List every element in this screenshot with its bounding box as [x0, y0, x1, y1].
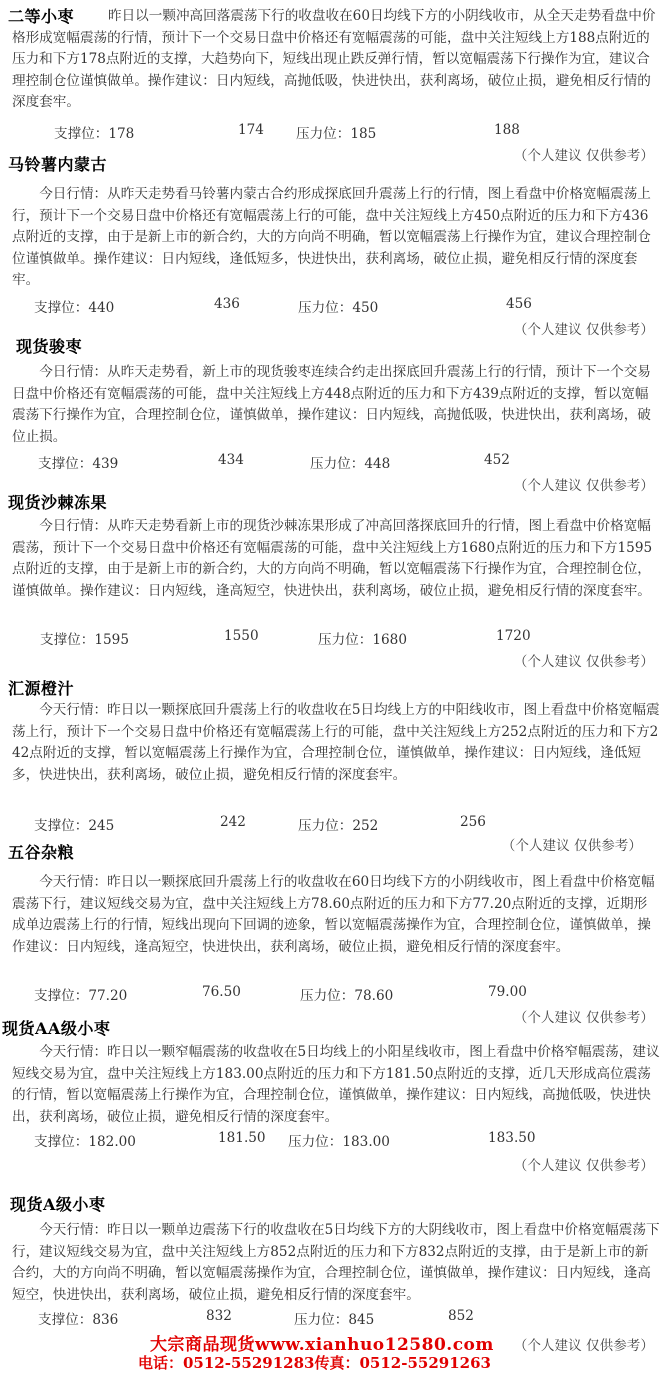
disclaimer-note: （个人建议 仅供参考） — [513, 1010, 654, 1026]
support-level-2: 76.50 — [202, 984, 241, 1000]
pressure-level: 压力位：252 — [298, 818, 379, 834]
section-title: 现货骏枣 — [16, 337, 83, 356]
disclaimer-note: （个人建议 仅供参考） — [513, 478, 654, 494]
contact-footer — [0, 1330, 670, 1374]
pressure-level-2: 188 — [494, 122, 520, 138]
section-erdeng-xiaozao — [0, 4, 670, 164]
disclaimer-note: （个人建议 仅供参考） — [513, 322, 654, 338]
price-levels — [34, 628, 670, 648]
support-level-2: 434 — [218, 452, 244, 468]
section-aa-xiaozao — [0, 1016, 670, 1196]
section-body: 今天行情：昨日以一颗单边震荡下行的收盘收在5日均线下方的大阴线收市，图上看盘中价格宽幅震荡下行，建议短线交易为宜，盘中关注短线上方852点附近的压力和下方832点附近的支撑，由于是新上市的新合约，大的方向尚不明确，暂以宽幅震荡操作为宜，合理控制仓位，谨慎做单，操作建议：日内短线，逢高短空，快进快出，获利离场，破位止损，避免相反行情的深度套牢。 — [12, 1222, 660, 1303]
support-level: 支撑位：182.00 — [34, 1134, 136, 1150]
price-levels — [34, 296, 670, 316]
disclaimer-note: （个人建议 仅供参考） — [513, 654, 654, 670]
pressure-level: 压力位：78.60 — [300, 988, 394, 1004]
support-level-2: 174 — [238, 122, 264, 138]
section-body: 今天行情：昨日以一颗探底回升震荡上行的收盘收在5日均线上方的中阳线收市，图上看盘中价格宽幅震荡上行，预计下一个交易日盘中价格还有宽幅震荡上行的可能，盘中关注短线上方252点附近的压力和下方242点附近的支撑，暂以宽幅震荡上行操作为宜，合理控制仓位，谨慎做单，操作建议：日内短线，逢低短多，快进快出，获利离场，破位止损，避免相反行情的深度套牢。 — [12, 702, 660, 783]
support-level: 支撑位：245 — [34, 818, 115, 834]
section-title: 现货A级小枣 — [10, 1195, 106, 1214]
pressure-level: 压力位：183.00 — [288, 1134, 390, 1150]
section-title: 马铃薯内蒙古 — [8, 155, 108, 174]
section-title: 汇源橙汁 — [8, 679, 75, 698]
support-level-2: 181.50 — [218, 1130, 266, 1146]
section-body: 昨日以一颗冲高回落震荡下行的收盘收在60日均线下方的小阴线收市，从全天走势看盘中价格形成宽幅震荡的行情，预计下一个交易日盘中价格还有宽幅震荡的可能，盘中关注短线上方188点附近的压力和下方178点附近的支撑，大趋势向下，短线出现止跌反弹行情，暂以宽幅震荡下行操作为宜，建议合理控制仓位谨慎做单。操作建议：日内短线，高抛低吸，快进快出，获利离场，破位止损，避免相反行情的深度套牢。 — [12, 8, 656, 111]
price-levels — [34, 814, 670, 834]
support-level: 支撑位：77.20 — [34, 988, 128, 1004]
pressure-level: 压力位：185 — [296, 126, 377, 142]
price-levels — [34, 1308, 670, 1328]
pressure-level: 压力位：450 — [298, 300, 379, 316]
pressure-level-2: 183.50 — [488, 1130, 536, 1146]
pressure-level: 压力位：448 — [310, 456, 391, 472]
section-title: 现货AA级小枣 — [2, 1019, 111, 1038]
support-level-2: 1550 — [224, 628, 259, 644]
section-potato-inner-mongolia — [0, 150, 670, 338]
pressure-level: 压力位：845 — [294, 1312, 375, 1328]
pressure-level-2: 256 — [460, 814, 486, 830]
section-seabuckthorn — [0, 490, 670, 676]
phone-fax-banner: 电话：0512-55291283传真：0512-55291263 — [138, 1354, 491, 1372]
section-title: 现货沙棘冻果 — [8, 493, 108, 512]
disclaimer-note: （个人建议 仅供参考） — [513, 1338, 654, 1354]
pressure-level-2: 852 — [448, 1308, 474, 1324]
section-junzao — [0, 334, 670, 496]
price-levels — [34, 1130, 670, 1150]
support-level: 支撑位：1595 — [40, 632, 129, 648]
support-level: 支撑位：836 — [38, 1312, 119, 1328]
support-level-2: 832 — [206, 1308, 232, 1324]
disclaimer-note: （个人建议 仅供参考） — [501, 838, 642, 854]
disclaimer-note: （个人建议 仅供参考） — [513, 1158, 654, 1174]
section-a-xiaozao — [0, 1192, 670, 1330]
support-level-2: 242 — [220, 814, 246, 830]
price-levels — [34, 452, 670, 472]
pressure-level: 压力位：1680 — [318, 632, 407, 648]
website-banner: 大宗商品现货www.xianhuo12580.com — [150, 1335, 494, 1355]
section-title: 二等小枣 — [8, 7, 75, 26]
section-title: 五谷杂粮 — [8, 843, 75, 862]
section-wugu-grains — [0, 840, 670, 1026]
pressure-level-2: 452 — [484, 452, 510, 468]
section-body: 今日行情：从昨天走势看马铃薯内蒙古合约形成探底回升震荡上行的行情，图上看盘中价格宽幅震荡上行，预计下一个交易日盘中价格还有宽幅震荡上行的可能，盘中关注短线上方450点附近的压力和下方436点附近的支撑，由于是新上市的新合约，大的方向尚不明确，暂以宽幅震荡上行操作为宜，建议合理控制仓位谨慎做单。操作建议：日内短线，逢低短多，快进快出，获利离场，破位止损，避免相反行情的深度套牢。 — [12, 186, 651, 289]
support-level: 支撑位：178 — [54, 126, 135, 142]
pressure-level-2: 456 — [506, 296, 532, 312]
section-body: 今天行情：昨日以一颗探底回升震荡上行的收盘收在60日均线下方的小阴线收市，图上看盘中价格宽幅震荡下行，建议短线交易为宜，盘中关注短线上方78.60点附近的压力和下方77.20点附近的支撑，近期形成单边震荡上行的行情，短线出现向下回调的迹象，暂以宽幅震荡操作为宜，合理控制仓位，谨慎做单，操作建议：日内短线，逢高短空，快进快出，获利离场，破位止损，避免相反行情的深度套牢。 — [12, 874, 655, 955]
price-levels — [34, 984, 670, 1004]
support-level: 支撑位：439 — [38, 456, 119, 472]
support-level: 支撑位：440 — [34, 300, 115, 316]
section-body: 今天行情：昨日以一颗窄幅震荡的收盘收在5日均线上的小阳星线收市，图上看盘中价格窄幅震荡，建议短线交易为宜，盘中关注短线上方183.00点附近的压力和下方181.50点附近的支撑，近几天形成高位震荡的行情，暂以宽幅震荡上行操作为宜，合理控制仓位，谨慎做单，操作建议：日内短线，高抛低吸，快进快出，获利离场，破位止损，避免相反行情的深度套牢。 — [12, 1044, 660, 1125]
section-body: 今日行情：从昨天走势看，新上市的现货骏枣连续合约走出探底回升震荡上行的行情，预计下一个交易日盘中价格还有宽幅震荡的可能，盘中关注短线上方448点附近的压力和下方439点附近的支撑，暂以宽幅震荡下行操作为宜，合理控制仓位，谨慎做单，操作建议：日内短线，高抛低吸，快进快出，获利离场，破位止损。 — [12, 364, 651, 445]
disclaimer-note: （个人建议 仅供参考） — [513, 148, 654, 164]
pressure-level-2: 1720 — [496, 628, 531, 644]
price-levels — [20, 122, 670, 142]
support-level-2: 436 — [214, 296, 240, 312]
section-body: 今日行情：从昨天走势看新上市的现货沙棘冻果形成了冲高回落探底回升的行情，图上看盘中价格宽幅震荡，预计下一个交易日盘中价格还有宽幅震荡的可能，盘中关注短线上方1680点附近的压力和下方1595点附近的支撑，由于是新上市的新合约，大的方向尚不明确，暂以宽幅震荡下行操作为宜，合理控制仓位，谨慎做单。操作建议：日内短线，逢高短空，快进快出，获利离场，破位止损，避免相反行情的深度套牢。 — [12, 518, 653, 599]
pressure-level-2: 79.00 — [488, 984, 527, 1000]
